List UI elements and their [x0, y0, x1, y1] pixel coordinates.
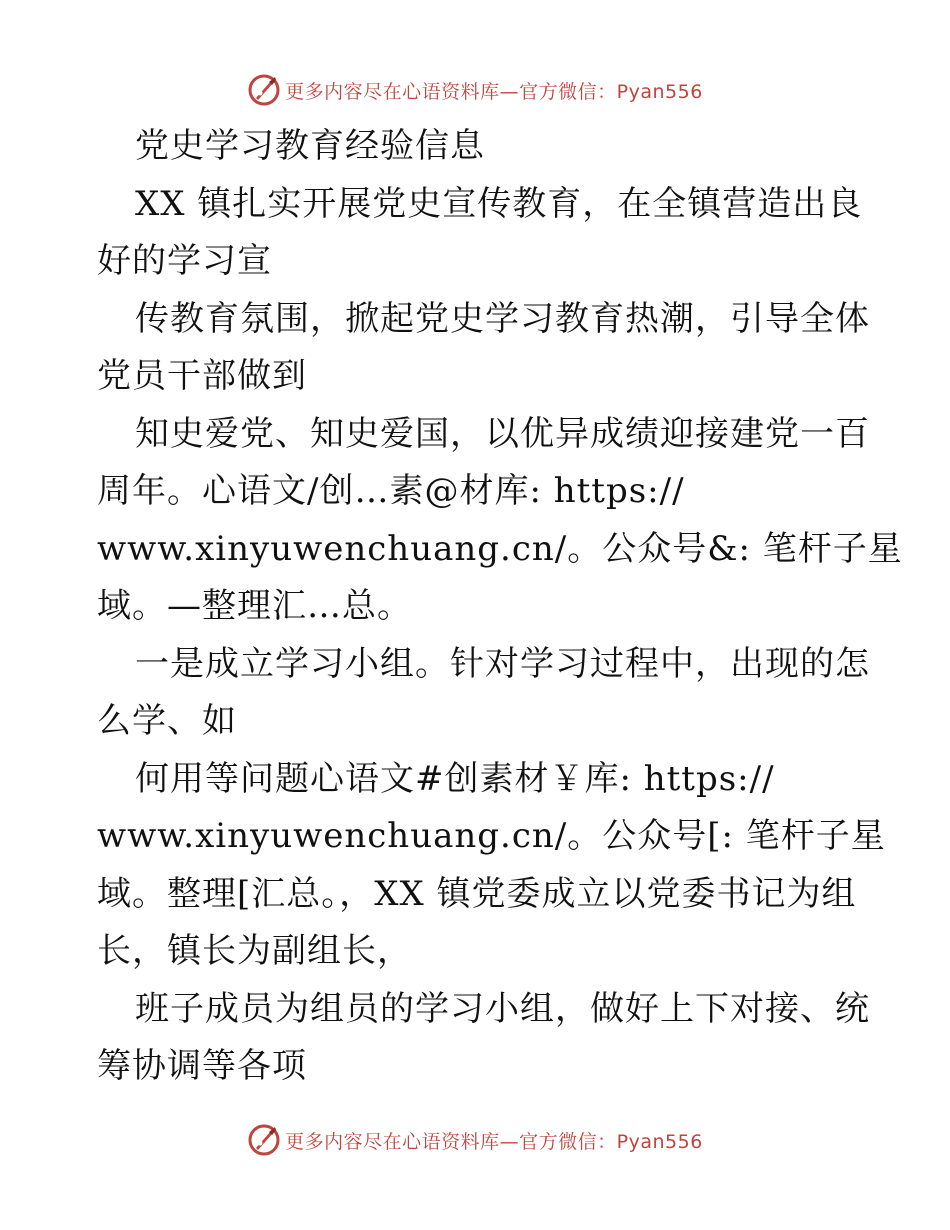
text-line: 域。—整理汇…总。 [97, 586, 412, 626]
text-line: www.xinyuwenchuang.cn/。公众号[: 笔杆子星 [97, 816, 886, 856]
header-banner [0, 70, 950, 110]
text-line: XX 镇扎实开展党史宣传教育，在全镇营造出良 [135, 183, 863, 224]
text-line: 一是成立学习小组。针对学习过程中，出现的怎 [135, 643, 870, 684]
text-line: 党员干部做到 [97, 356, 307, 396]
footer-banner [0, 1120, 950, 1160]
text-line: 周年。心语文/创…素@材库: https:// [97, 471, 685, 511]
text-line: 么学、如 [97, 701, 237, 741]
text-line: 知史爱党、知史爱国，以优异成绩迎接建党一百 [135, 413, 870, 454]
text-line: 党史学习教育经验信息 [135, 126, 485, 166]
text-line: 何用等问题心语文#创素材￥库: https:// [135, 758, 775, 799]
text-line: 筹协调等各项 [97, 1046, 307, 1086]
text-line: 域。整理[汇总。，XX 镇党委成立以党委书记为组 [97, 873, 857, 914]
text-line: 好的学习宣 [97, 241, 272, 281]
quill-logo-icon [247, 73, 281, 107]
text-line: 传教育氛围，掀起党史学习教育热潮，引导全体 [135, 298, 870, 339]
header-banner-text: 更多内容尽在心语资料库—官方微信：Pyan556 [285, 80, 703, 103]
text-line: 长，镇长为副组长， [97, 931, 412, 971]
footer-banner-text: 更多内容尽在心语资料库—官方微信：Pyan556 [285, 1130, 703, 1153]
quill-logo-icon [247, 1123, 281, 1157]
document-body [97, 118, 903, 1096]
text-line: www.xinyuwenchuang.cn/。公众号&: 笔杆子星 [97, 528, 903, 569]
text-line: 班子成员为组员的学习小组，做好上下对接、统 [135, 988, 870, 1029]
